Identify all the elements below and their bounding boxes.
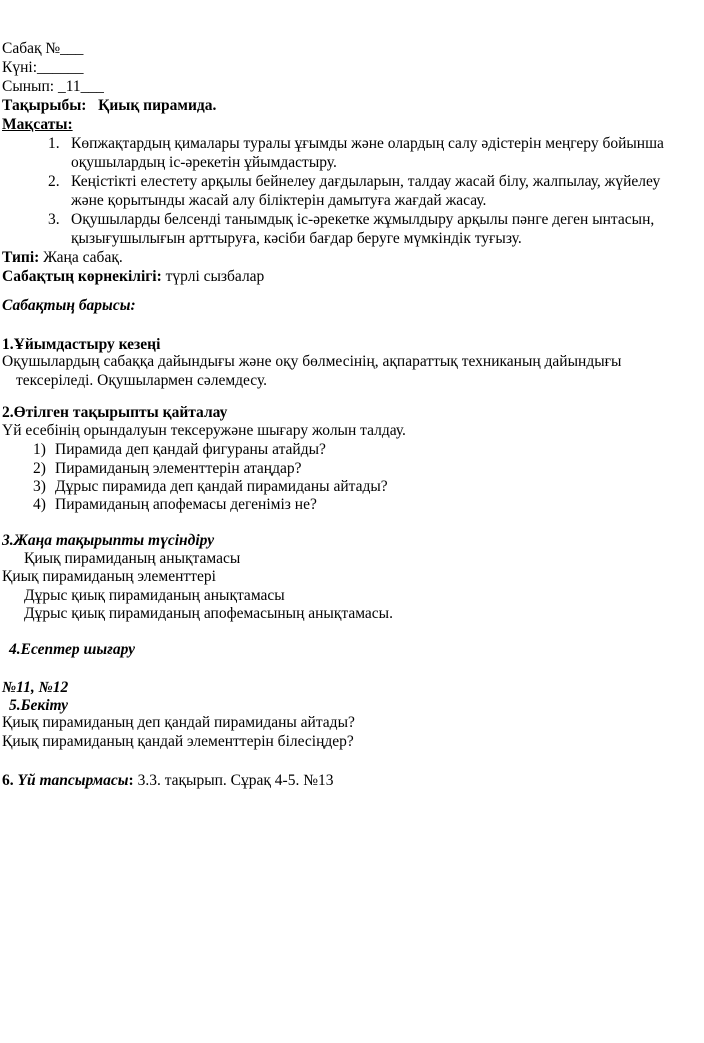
stage-4-tasks: №11, №12 (2, 679, 69, 696)
stage-1-line-2: тексеріледі. Оқушылармен сәлемдесу. (16, 372, 268, 389)
stage-2-intro: Үй есебінің орындалуын тексеружәне шығару жолын талдау. (2, 422, 406, 439)
question-2-text: Пирамиданың элементтерін атаңдар? (55, 460, 302, 477)
topic-label: Тақырыбы: (2, 97, 87, 114)
question-1-text: Пирамида деп қандай фигураны атайды? (55, 441, 326, 458)
goals-label: Мақсаты: (2, 116, 73, 133)
question-3-text: Дұрыс пирамида деп қандай пирамиданы айтады? (55, 478, 388, 495)
goal-3-line-1: Оқушыларды белсенді танымдық іс-әрекетке жұмылдыру арқылы пәнге деген ынтасын, (71, 211, 655, 228)
question-3-number: 3) (33, 478, 46, 495)
question-4-text: Пирамиданың апофемасы дегеніміз не? (55, 496, 317, 513)
lesson-visual-value: түрлі сызбалар (161, 268, 265, 285)
goal-1-number: 1. (48, 135, 60, 152)
question-4-number: 4) (33, 496, 46, 513)
lesson-type-label: Типі: (2, 249, 40, 266)
stage-2-title: 2.Өтілген тақырыпты қайталау (2, 404, 228, 421)
stage-3-line-3: Дұрыс қиық пирамиданың анықтамасы (24, 587, 285, 604)
question-1-number: 1) (33, 441, 46, 458)
goal-1-line-1: Көпжақтардың қималары туралы ұғымды және олардың салу әдістерін меңгеру бойынша (71, 135, 664, 152)
lesson-type (2, 248, 123, 267)
stage-5-line-1: Қиық пирамиданың деп қандай пирамиданы айтады? (2, 714, 355, 731)
homework-number: 6. (2, 772, 18, 789)
question-2-number: 2) (33, 460, 46, 477)
homework-label: Үй тапсырмасы (17, 772, 129, 789)
homework-colon: : (128, 772, 134, 789)
homework-value: 3.3. тақырып. Сұрақ 4-5. №13 (133, 772, 334, 789)
goal-2-line-1: Кеңістікті елестету арқылы бейнелеу дағдыларын, талдау жасай білу, жалпылау, жүйелеу (71, 173, 661, 190)
topic-line (2, 96, 216, 115)
goal-1-line-2: оқушылардың іс-әрекетін ұйымдастыру. (71, 154, 337, 171)
homework (2, 771, 334, 790)
lesson-type-value: Жаңа сабақ. (39, 249, 123, 266)
lesson-visual (2, 267, 264, 286)
stage-3-title: 3.Жаңа тақырыпты түсіндіру (2, 532, 215, 549)
stage-3-line-2: Қиық пирамиданың элементтері (2, 568, 216, 585)
stage-1-title: 1.Ұйымдастыру кезеңі (2, 336, 161, 353)
stage-5-title: 5.Бекіту (9, 697, 69, 714)
goal-2-line-2: және қорытынды жасай алу біліктерін дамытуға жағдай жасау. (71, 192, 487, 209)
topic-value: Қиық пирамида. (98, 97, 217, 114)
goal-3-line-2: қызығушылығын арттыруға, кәсіби бағдар беруге мүмкіндік туғызу. (71, 230, 522, 247)
lesson-visual-label: Сабақтың көрнекілігі: (2, 268, 162, 285)
goal-3-number: 3. (48, 211, 60, 228)
stage-1-line-1: Оқушылардың сабаққа дайындығы және оқу бөлмесінің, ақпараттық техниканың дайындығы (2, 353, 622, 370)
stage-5-line-2: Қиық пирамиданың қандай элементтерін білесіңдер? (2, 733, 354, 750)
goal-2-number: 2. (48, 173, 60, 190)
stage-4-title: 4.Есептер шығару (9, 641, 136, 658)
stage-3-line-1: Қиық пирамиданың анықтамасы (24, 550, 241, 567)
lesson-number: Сабақ №___ (2, 40, 84, 57)
stage-3-line-4: Дұрыс қиық пирамиданың апофемасының анықтамасы. (24, 605, 393, 622)
lesson-date: Күні:______ (2, 59, 84, 76)
lesson-class: Сынып: _11___ (2, 78, 104, 95)
progress-title: Сабақтың барысы: (2, 297, 136, 314)
